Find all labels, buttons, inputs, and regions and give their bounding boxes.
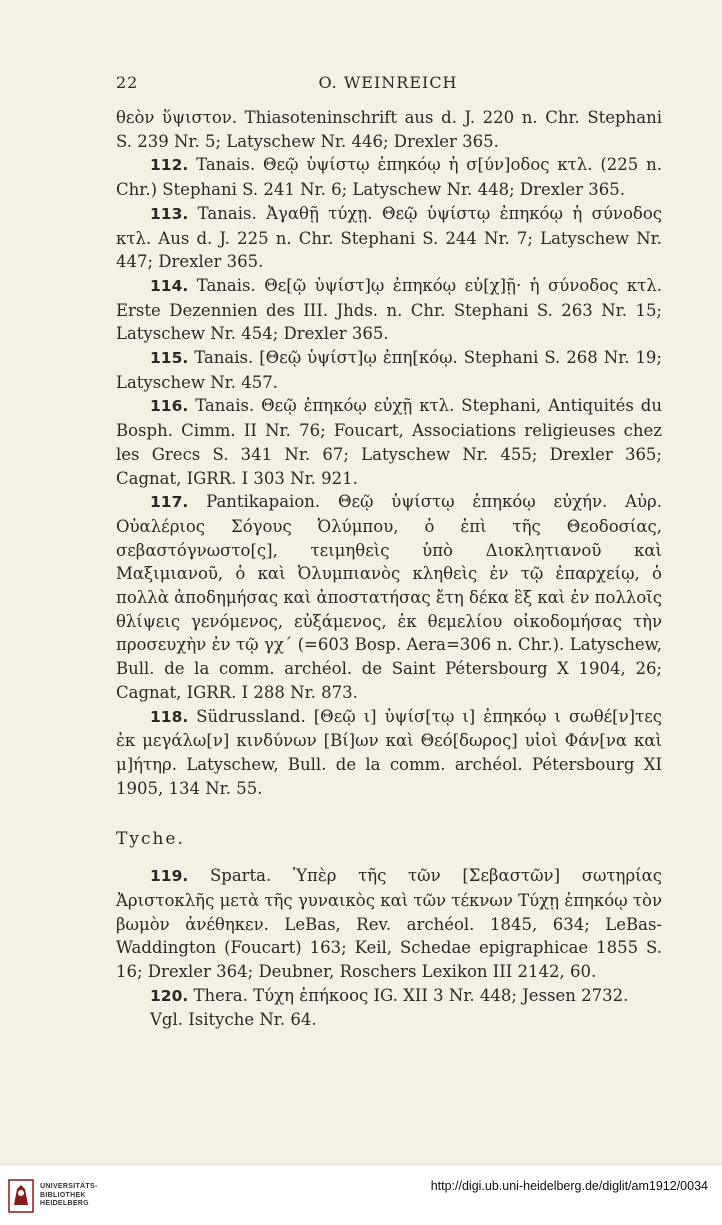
entry-number: 112. — [150, 156, 189, 175]
entry-number: 118. — [150, 707, 189, 726]
entry-text: Tanais. Ἀγαθῇ τύχῃ. Θεῷ ὑψίστῳ ἐπηκόῳ ἡ σύνοδος κτλ. Aus d. J. 225 n. Chr. Stephani S. 244 Nr. 7; Latyschew Nr. 447; Drexler 365. — [116, 203, 662, 272]
cross-reference — [116, 1008, 662, 1032]
library-name: UNIVERSITÄTS- BIBLIOTHEK HEIDELBERG — [40, 1183, 98, 1207]
page-header — [116, 73, 660, 95]
entry-116 — [116, 394, 662, 490]
entry-text: Tanais. [Θεῷ ὑψίστ]ῳ ἐπη[κόῳ. Stephani S. 268 Nr. 19; Latyschew Nr. 457. — [116, 348, 662, 392]
entry-115 — [116, 346, 662, 394]
footer-bar — [0, 1164, 722, 1225]
entry-number: 117. — [150, 493, 189, 512]
section-heading-tyche: Tyche. — [116, 829, 185, 850]
running-head: O. WEINREICH — [318, 73, 458, 92]
entry-text: θεὸν ὕψιστον. Thiasoteninschrift aus d. J. 220 n. Chr. Stephani S. 239 Nr. 5; Latyschew Nr. 446; Drexler 365. — [116, 108, 662, 151]
entry-118 — [116, 705, 662, 801]
entry-120 — [116, 984, 662, 1009]
entry-number: 113. — [150, 204, 189, 223]
entry-112 — [116, 153, 662, 201]
entry-text: Pantikapaion. Θεῷ ὑψίστῳ ἐπηκόῳ εὐχήν. Αὐρ. Οὐαλέριος Σόγους Ὀλύμπου, ὁ ἐπὶ τῆς Θεοδοσίας, σεβαστόγνωστο[ς], τειμηθεὶς ὑπὸ Διοκλητιανοῦ καὶ Μαξιμιανοῦ, ὁ καὶ Ὀλυμπιανὸς κληθεὶς ἐν τῷ ἐπαρχείῳ, ὁ πολλὰ ἀποδημήσας καὶ ἀποστατήσας ἔτη δέκα ἓξ καὶ ἐν πολλοῖς θλίψεις γενόμενος, εὐξάμενος, ἐκ θεμελίου οἰκοδομήσας τὴν προσευχὴν ἐν τῷ γχ´ (=603 Bosp. Aera=306 n. Chr.). Latyschew, Bull. de la comm. archéol. de Saint Pétersbourg X 1904, 26; Cagnat, IGRR. I 288 Nr. 873. — [116, 492, 662, 702]
entry-text: Vgl. Isityche Nr. 64. — [150, 1010, 317, 1030]
entry-text: Südrussland. [Θεῷ ι] ὑψίσ[τῳ ι] ἐπηκόῳ ι σωθέ[ν]τες ἐκ μεγάλω[ν] κινδύνων [Βί]ων καὶ Θεό[δωρος] υἱοὶ Φάν[να καὶ μ]ήτηρ. Latyschew, Bull. de la comm. archéol. Pétersbourg XI 1905, 134 Nr. 55. — [116, 706, 662, 798]
entry-text: Tanais. Θεῷ ὑψίστῳ ἐπηκόῳ ἡ σ[ύν]οδος κτλ. (225 n. Chr.) Stephani S. 241 Nr. 6; Latyschew Nr. 448; Drexler 365. — [116, 155, 662, 200]
entry-117 — [116, 490, 662, 704]
page-number: 22 — [116, 73, 139, 92]
source-url-link[interactable]: http://digi.ub.uni-heidelberg.de/diglit/am1912/0034 — [430, 1179, 708, 1193]
entry-number: 119. — [150, 867, 189, 886]
library-logo — [8, 1179, 118, 1219]
entry-111-continuation — [116, 106, 662, 153]
entry-text: Thera. Τύχη ἐπήκοος IG. XII 3 Nr. 448; Jessen 2732. — [193, 985, 629, 1005]
entry-114 — [116, 274, 662, 346]
entry-number: 116. — [150, 397, 189, 416]
entry-number: 115. — [150, 349, 189, 368]
entry-text: Tanais. Θε[ῷ ὑψίστ]ῳ ἐπηκόῳ εὐ[χ]ῇ· ἡ σύνοδος κτλ. Erste Dezennien des III. Jhds. n. Chr. Stephani S. 263 Nr. 15; Latyschew Nr. 454; Drexler 365. — [116, 275, 663, 344]
body-text — [116, 106, 662, 1032]
entry-text: Sparta. Ὑπὲρ τῆς τῶν [Σεβαστῶν] σωτηρίας Ἀριστοκλῆς μετὰ τῆς γυναικὸς καὶ τῶν τέκνων Τύχῃ ἐπηκόῳ τὸν βωμὸν ἀνέθηκεν. LeBas, Rev. archéol. 1845, 634; LeBas-Waddington (Foucart) 163; Keil, Schedae epigraphicae 1855 S. 16; Drexler 364; Deubner, Roschers Lexikon III 2142, 60. — [116, 866, 662, 981]
entry-text: Tanais. Θεῷ ἐπηκόῳ εὐχῇ κτλ. Stephani, Antiquités du Bosph. Cimm. II Nr. 76; Foucart, Associations religieuses chez les Grecs S. 341 Nr. 67; Latyschew Nr. 455; Drexler 365; Cagnat, IGRR. I 303 Nr. 921. — [116, 396, 662, 488]
entry-number: 120. — [150, 986, 189, 1005]
heidelberg-lion-icon — [8, 1179, 34, 1213]
entry-119 — [116, 864, 662, 984]
entry-113 — [116, 202, 662, 274]
entry-number: 114. — [150, 276, 189, 295]
